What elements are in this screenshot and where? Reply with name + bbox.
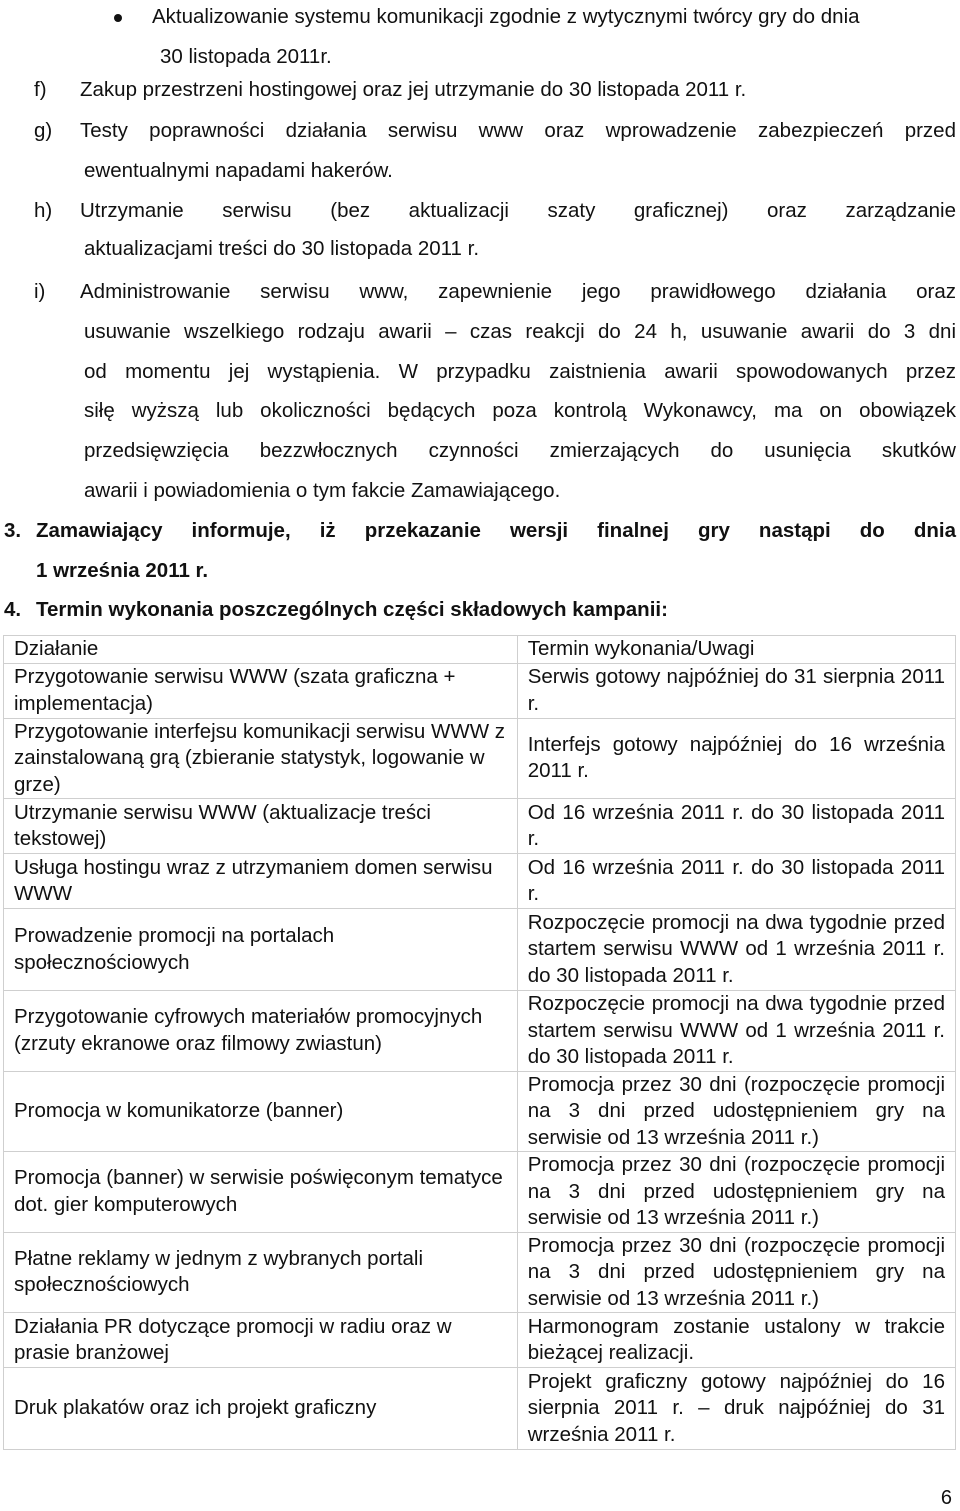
item-i-label: i) [34,280,46,303]
item-h-line2: aktualizacjami treści do 30 listopada 2011 r. [84,237,480,260]
cell-action: Płatne reklamy w jednym z wybranych portali społecznościowych [4,1232,518,1313]
item-g-line2: ewentualnymi napadami hakerów. [84,159,393,182]
cell-action: Promocja (banner) w serwisie poświęconym tematyce dot. gier komputerowych [4,1152,518,1233]
item-g-line1: Testy poprawności działania serwisu www oraz wprowadzenie zabezpieczeń przed [80,119,956,142]
cell-deadline: Promocja przez 30 dni (rozpoczęcie promocji na 3 dni przed udostępnieniem gry na serwisie od 13 września 2011 r.) [517,1152,955,1233]
bullet-dot [114,14,122,22]
cell-action: Przygotowanie interfejsu komunikacji serwisu WWW z zainstalowaną grą (zbieranie statystyk, logowanie w grze) [4,718,518,799]
cell-deadline: Od 16 września 2011 r. do 30 listopada 2011 r. [517,854,955,909]
bullet-item-line1: Aktualizowanie systemu komunikacji zgodnie z wytycznymi twórcy gry do dnia [152,5,860,28]
cell-deadline: Rozpoczęcie promocji na dwa tygodnie przed startem serwisu WWW od 1 września 2011 r. do 30 listopada 2011 r. [517,991,955,1072]
item-i-line1: Administrowanie serwisu www, zapewnienie jego prawidłowego działania oraz [80,280,956,303]
cell-action: Przygotowanie cyfrowych materiałów promocyjnych (zrzuty ekranowe oraz filmowy zwiastun) [4,991,518,1072]
table-row [4,1313,956,1368]
header-cell-action: Działanie [4,636,518,664]
cell-action: Druk plakatów oraz ich projekt graficzny [4,1368,518,1450]
table-row [4,718,956,799]
point-4-number: 4. [4,598,22,621]
table-row [4,909,956,991]
cell-deadline: Projekt graficzny gotowy najpóźniej do 16 sierpnia 2011 r. – druk najpóźniej do 31 września 2011 r. [517,1368,955,1450]
cell-action: Usługa hostingu wraz z utrzymaniem domen serwisu WWW [4,854,518,909]
point-4-heading: Termin wykonania poszczególnych części składowych kampanii: [36,598,668,621]
item-f-text: Zakup przestrzeni hostingowej oraz jej utrzymanie do 30 listopada 2011 r. [80,78,747,101]
cell-deadline: Interfejs gotowy najpóźniej do 16 września 2011 r. [517,718,955,799]
point-3-line2: 1 września 2011 r. [36,559,209,582]
page-number: 6 [940,1487,952,1509]
cell-deadline: Rozpoczęcie promocji na dwa tygodnie przed startem serwisu WWW od 1 września 2011 r. do 30 listopada 2011 r. [517,909,955,991]
item-h-label: h) [34,199,53,222]
table-row [4,1071,956,1152]
table-row [4,799,956,854]
bullet-item-line2: 30 listopada 2011r. [160,45,332,68]
cell-deadline: Promocja przez 30 dni (rozpoczęcie promocji na 3 dni przed udostępnieniem gry na serwisie od 13 września 2011 r.) [517,1071,955,1152]
cell-deadline: Harmonogram zostanie ustalony w trakcie bieżącej realizacji. [517,1313,955,1368]
item-i-line6: awarii i powiadomienia o tym fakcie Zamawiającego. [84,479,561,502]
table-row [4,663,956,718]
item-i-line2: usuwanie wszelkiego rodzaju awarii – czas reakcji do 24 h, usuwanie awarii do 3 dni [84,320,956,343]
item-g-label: g) [34,119,53,142]
table-header-row [4,636,956,664]
cell-deadline: Od 16 września 2011 r. do 30 listopada 2011 r. [517,799,955,854]
item-i-line5: przedsięwzięcia bezzwłocznych czynności zmierzających do usunięcia skutków [84,439,956,462]
table-row [4,854,956,909]
table-row [4,1232,956,1313]
cell-action: Utrzymanie serwisu WWW (aktualizacje treści tekstowej) [4,799,518,854]
cell-action: Działania PR dotyczące promocji w radiu oraz w prasie branżowej [4,1313,518,1368]
header-cell-deadline: Termin wykonania/Uwagi [517,636,955,664]
table-row [4,1368,956,1450]
cell-action: Prowadzenie promocji na portalach społecznościowych [4,909,518,991]
table-row [4,1152,956,1233]
point-3-line1: Zamawiający informuje, iż przekazanie wersji finalnej gry nastąpi do dnia [36,519,956,542]
schedule-table [3,635,956,1450]
point-3-number: 3. [4,519,22,542]
item-f-label: f) [34,78,47,101]
item-h-line1: Utrzymanie serwisu (bez aktualizacji szaty graficznej) oraz zarządzanie [80,199,956,222]
cell-deadline: Serwis gotowy najpóźniej do 31 sierpnia 2011 r. [517,663,955,718]
item-i-line4: siłę wyższą lub okoliczności będących poza kontrolą Wykonawcy, ma on obowiązek [84,399,956,422]
table-row [4,991,956,1072]
cell-deadline: Promocja przez 30 dni (rozpoczęcie promocji na 3 dni przed udostępnieniem gry na serwisie od 13 września 2011 r.) [517,1232,955,1313]
cell-action: Promocja w komunikatorze (banner) [4,1071,518,1152]
item-i-line3: od momentu jej wystąpienia. W przypadku zaistnienia awarii spowodowanych przez [84,360,956,383]
cell-action: Przygotowanie serwisu WWW (szata graficzna + implementacja) [4,663,518,718]
